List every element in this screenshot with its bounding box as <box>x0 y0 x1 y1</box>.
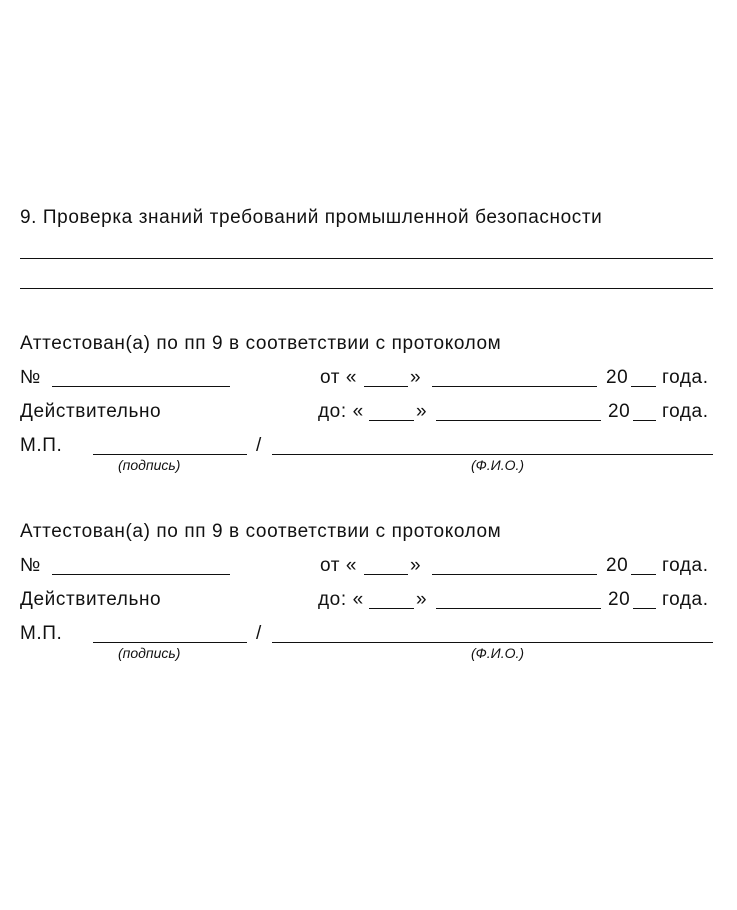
protocol-number-field[interactable] <box>52 574 230 575</box>
until-date-close: » <box>416 401 428 422</box>
full-name-field[interactable] <box>272 454 713 455</box>
signature-name-separator: / <box>256 623 262 644</box>
until-month-field[interactable] <box>436 420 601 421</box>
signature-caption: (подпись) <box>118 457 181 473</box>
from-date-close: » <box>410 555 422 576</box>
until-date-prefix: до: « <box>318 589 364 610</box>
attestation-block-2 <box>0 518 737 678</box>
from-month-field[interactable] <box>432 574 597 575</box>
until-day-field[interactable] <box>369 608 414 609</box>
attestation-intro: Аттестован(а) по пп 9 в соответствии с протоколом <box>20 333 502 354</box>
signature-field[interactable] <box>93 642 247 643</box>
from-day-field[interactable] <box>364 574 408 575</box>
from-year-prefix: 20 <box>606 367 629 388</box>
answer-line-2[interactable] <box>20 288 713 289</box>
protocol-number-label: № <box>20 367 41 388</box>
until-year-suffix: года. <box>662 401 709 422</box>
from-month-field[interactable] <box>432 386 597 387</box>
until-year-field[interactable] <box>633 420 656 421</box>
until-year-field[interactable] <box>633 608 656 609</box>
full-name-caption: (Ф.И.О.) <box>471 645 525 661</box>
stamp-label: М.П. <box>20 623 63 644</box>
until-month-field[interactable] <box>436 608 601 609</box>
stamp-label: М.П. <box>20 435 63 456</box>
signature-name-separator: / <box>256 435 262 456</box>
full-name-caption: (Ф.И.О.) <box>471 457 525 473</box>
answer-line-1[interactable] <box>20 258 713 259</box>
full-name-field[interactable] <box>272 642 713 643</box>
until-year-prefix: 20 <box>608 401 631 422</box>
from-year-prefix: 20 <box>606 555 629 576</box>
attestation-block-1 <box>0 330 737 490</box>
signature-caption: (подпись) <box>118 645 181 661</box>
until-year-prefix: 20 <box>608 589 631 610</box>
attestation-intro: Аттестован(а) по пп 9 в соответствии с протоколом <box>20 521 502 542</box>
from-day-field[interactable] <box>364 386 408 387</box>
from-year-field[interactable] <box>631 574 656 575</box>
until-date-prefix: до: « <box>318 401 364 422</box>
from-year-field[interactable] <box>631 386 656 387</box>
protocol-number-field[interactable] <box>52 386 230 387</box>
from-date-close: » <box>410 367 422 388</box>
valid-label: Действительно <box>20 401 162 422</box>
until-date-close: » <box>416 589 428 610</box>
protocol-number-label: № <box>20 555 41 576</box>
until-year-suffix: года. <box>662 589 709 610</box>
from-date-prefix: от « <box>320 367 358 388</box>
from-year-suffix: года. <box>662 555 709 576</box>
from-date-prefix: от « <box>320 555 358 576</box>
signature-field[interactable] <box>93 454 247 455</box>
until-day-field[interactable] <box>369 420 414 421</box>
valid-label: Действительно <box>20 589 162 610</box>
from-year-suffix: года. <box>662 367 709 388</box>
section-heading: 9. Проверка знаний требований промышленной безопасности <box>20 207 603 228</box>
